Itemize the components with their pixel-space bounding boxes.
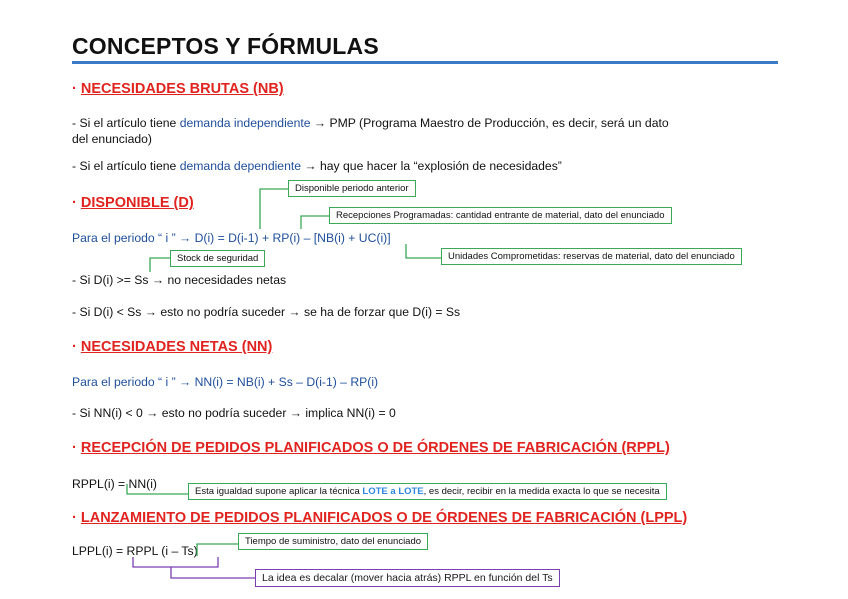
bullet: · (72, 510, 77, 526)
text: - Si el artículo tiene (72, 159, 180, 173)
callout-unidades-comprometidas: Unidades Comprometidas: reservas de material, dato del enunciado (441, 248, 742, 265)
text-highlight: demanda independiente (179, 116, 311, 130)
nn-rule: - Si NN(i) < 0 → esto no podría suceder → implica NN(i) = 0 (72, 406, 396, 420)
d-rule-1: - Si D(i) >= Ss → no necesidades netas (72, 273, 287, 287)
callout-lote-a-lote (188, 483, 667, 500)
nb-line-1-cont: del enunciado) (72, 132, 152, 146)
text: Esta igualdad supone aplicar la técnica (195, 486, 363, 497)
bullet: · (72, 195, 77, 211)
lppl-formula: LPPL(i) = RPPL (i – Ts) (72, 544, 198, 558)
d-rule-2: - Si D(i) < Ss → esto no podría suceder → se ha de forzar que D(i) = Ss (72, 305, 461, 319)
callout-tiempo-suministro: Tiempo de suministro, dato del enunciado (238, 533, 428, 550)
text-highlight: LOTE a LOTE (362, 486, 424, 497)
page-title: CONCEPTOS Y FÓRMULAS (72, 33, 379, 59)
callout-recepciones: Recepciones Programadas: cantidad entrante de material, dato del enunciado (329, 207, 672, 224)
text: → hay que hacer la “explosión de necesidades” (301, 159, 562, 173)
bullet: · (72, 81, 77, 97)
bullet: · (72, 339, 77, 355)
nn-formula: Para el periodo “ i ” → NN(i) = NB(i) + Ss – D(i-1) – RP(i) (72, 375, 379, 389)
d-formula: Para el periodo “ i ” → D(i) = D(i-1) + RP(i) – [NB(i) + UC(i)] (72, 231, 391, 245)
rppl-formula: RPPL(i) = NN(i) (72, 477, 157, 491)
text: , es decir, recibir en la medida exacta lo que se necesita (423, 486, 660, 497)
callout-decalar: La idea es decalar (mover hacia atrás) RPPL en función del Ts (255, 569, 560, 587)
heading-text: LANZAMIENTO DE PEDIDOS PLANIFICADOS O DE ÓRDENES DE FABRICACIÓN (LPPL) (80, 510, 688, 526)
heading-text: DISPONIBLE (D) (80, 195, 194, 211)
heading-text: NECESIDADES BRUTAS (NB) (80, 81, 284, 97)
bullet: · (72, 440, 77, 456)
callout-stock-seguridad: Stock de seguridad (170, 250, 265, 267)
text-highlight: demanda dependiente (179, 159, 302, 173)
heading-text: RECEPCIÓN DE PEDIDOS PLANIFICADOS O DE ÓRDENES DE FABRICACIÓN (RPPL) (80, 440, 670, 456)
callout-disponible-anterior: Disponible periodo anterior (288, 180, 416, 197)
text: → PMP (Programa Maestro de Producción, es decir, será un dato (310, 116, 669, 130)
text: - Si el artículo tiene (72, 116, 180, 130)
heading-text: NECESIDADES NETAS (NN) (80, 339, 273, 355)
